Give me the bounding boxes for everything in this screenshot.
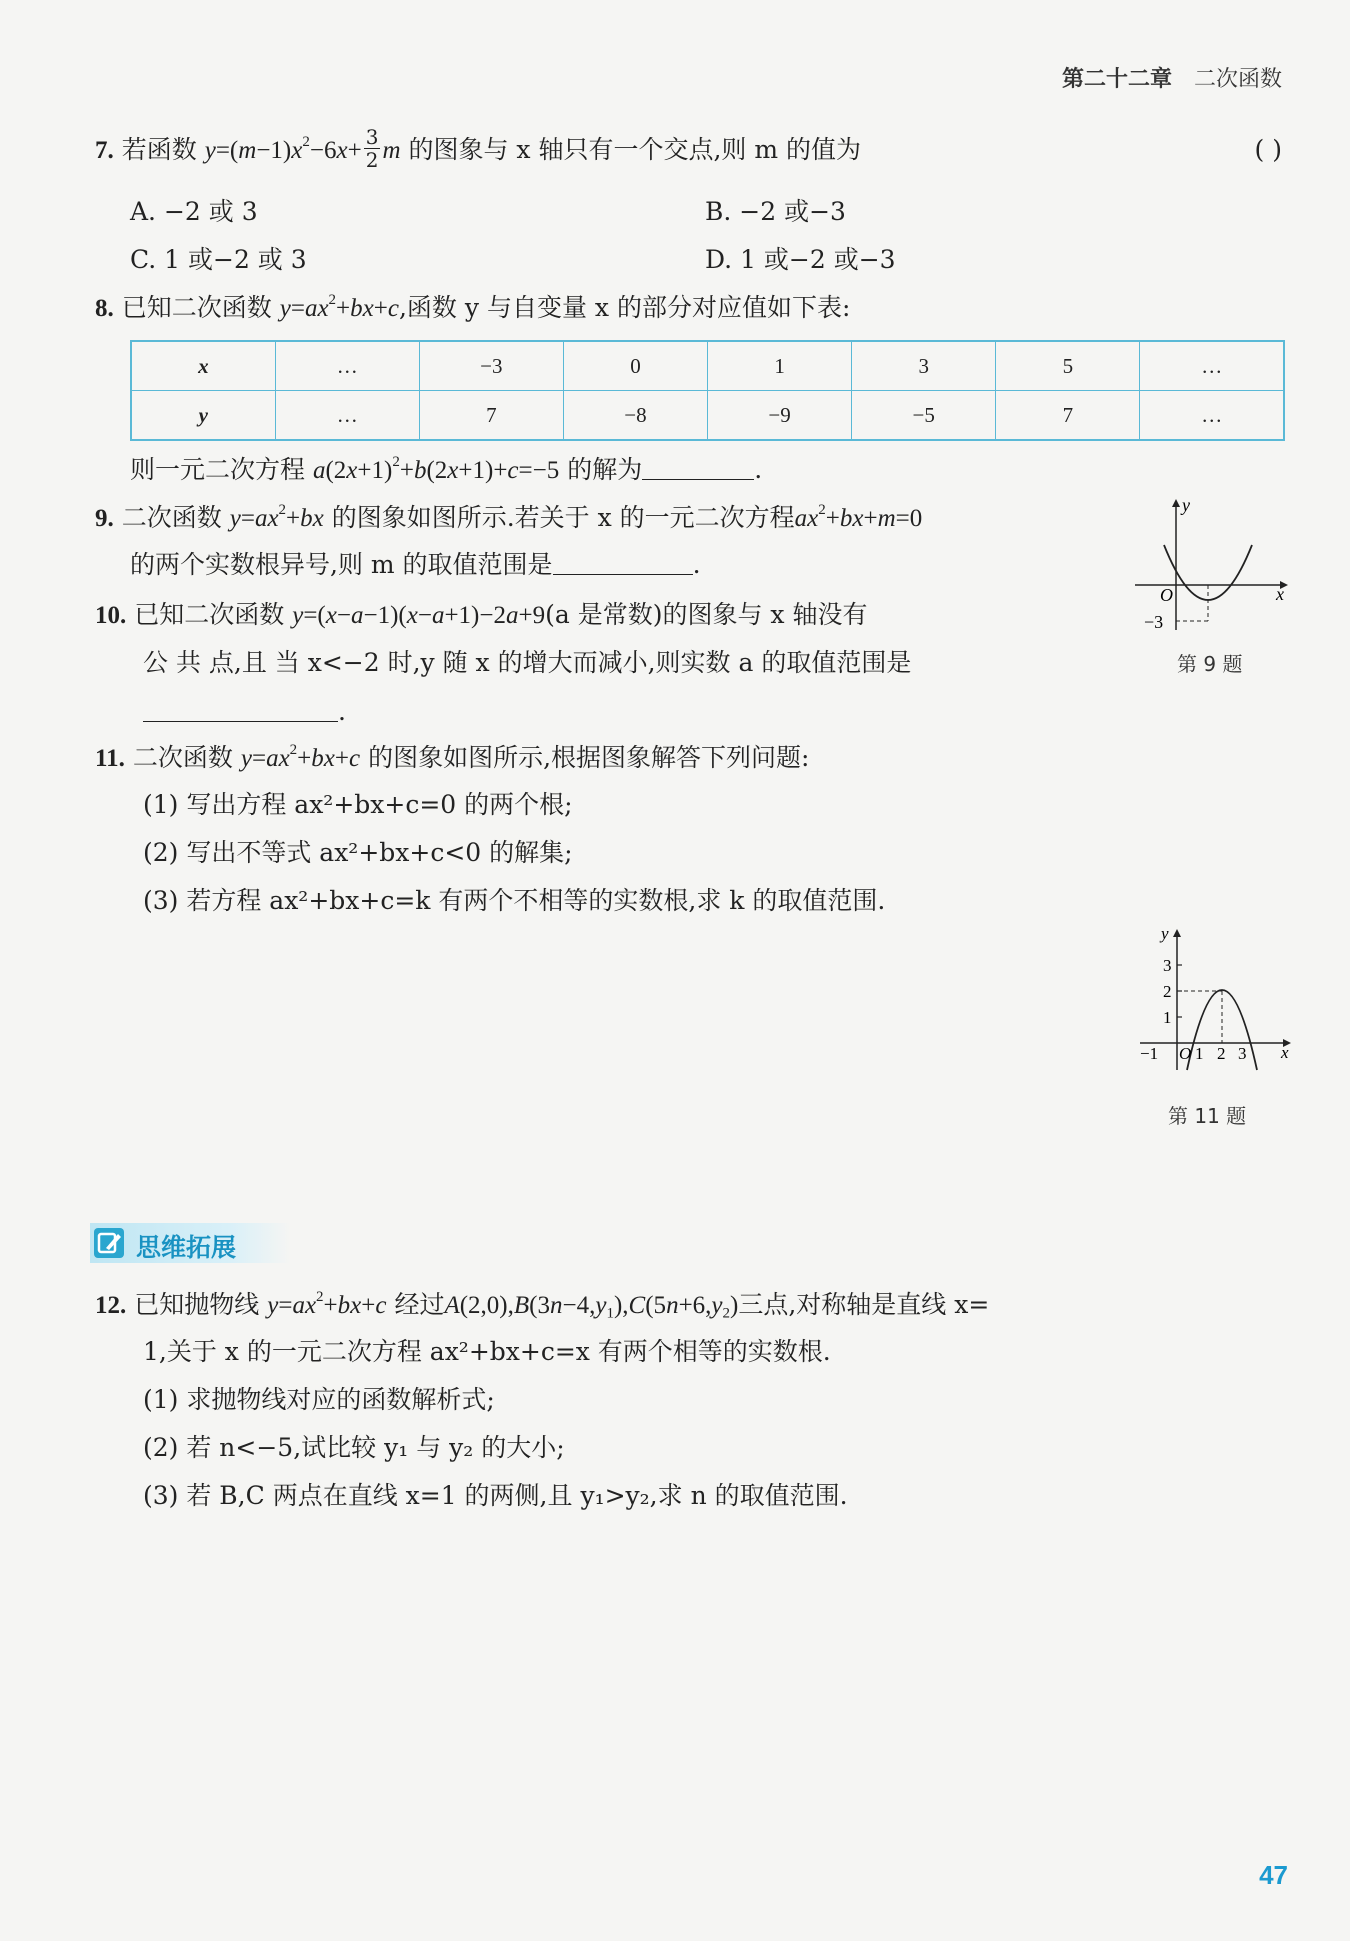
- q7-option-a: A. −2 或 3: [130, 197, 258, 226]
- q9-line1: 9. 二次函数 $y=ax^2+bx$ 的图象如图所示.若关于 x 的一元二次方程$ax^2+bx+m=0$: [95, 502, 923, 532]
- q8-tail: 则一元二次方程 $a(2x+1)^2+b(2x+1)+c=-5$ 的解为 .: [130, 454, 763, 484]
- q7-text-post: 的图象与 x 轴只有一个交点,则 m 的值为: [408, 135, 861, 164]
- table-row: [131, 341, 1284, 391]
- section-header: [90, 1223, 290, 1263]
- q10-number: 10.: [95, 602, 127, 629]
- table-cell: −3: [419, 341, 563, 391]
- origin-label: O: [1160, 585, 1173, 605]
- table-cell: …: [275, 341, 419, 391]
- y-axis-arrow: [1172, 499, 1180, 507]
- q8-value-table: [130, 340, 1285, 441]
- q11-part1: (1) 写出方程 ax²+bx+c=0 的两个根;: [143, 790, 573, 819]
- q9-line2: 的两个实数根异号,则 m 的取值范围是 .: [130, 550, 701, 579]
- q9-graph: [1130, 495, 1290, 635]
- q8-number: 8.: [95, 295, 114, 322]
- y-tick-2: 2: [1163, 982, 1172, 1001]
- table-cell: −8: [563, 391, 707, 441]
- table-cell: 3: [852, 341, 996, 391]
- chapter-label: 第二十二章: [1061, 67, 1172, 92]
- q10-line2: 公 共 点,且 当 x<−2 时,y 随 x 的增大而减小,则实数 a 的取值范围是: [143, 648, 912, 677]
- table-cell: 7: [419, 391, 563, 441]
- y-axis-label: y: [1182, 495, 1190, 515]
- q12-line2: 1,关于 x 的一元二次方程 ax²+bx+c=x 有两个相等的实数根.: [143, 1337, 831, 1366]
- x-tick-1: 1: [1195, 1044, 1204, 1063]
- table-cell: −9: [708, 391, 852, 441]
- q12-part2: (2) 若 n<−5,试比较 y₁ 与 y₂ 的大小;: [143, 1433, 565, 1462]
- table-cell: 5: [996, 341, 1140, 391]
- table-row: [131, 391, 1284, 441]
- chapter-title: 二次函数: [1193, 67, 1282, 92]
- q12-part3: (3) 若 B,C 两点在直线 x=1 的两侧,且 y₁>y₂,求 n 的取值范围.: [143, 1481, 848, 1510]
- q11-graph: [1135, 925, 1295, 1075]
- table-cell: …: [1140, 391, 1284, 441]
- q7-option-b: B. −2 或−3: [705, 197, 846, 226]
- x-axis-label: x: [1276, 584, 1284, 604]
- q10-line1: 10. 已知二次函数 y=(x−a−1)(x−a+1)−2a+9(a 是常数)的图象与 x 轴没有: [95, 600, 868, 629]
- q12-number: 12.: [95, 1292, 127, 1319]
- q7-option-c: C. 1 或−2 或 3: [130, 245, 307, 274]
- q11-part3: (3) 若方程 ax²+bx+c=k 有两个不相等的实数根,求 k 的取值范围.: [143, 886, 886, 915]
- table-cell: …: [275, 391, 419, 441]
- page-number: 47: [1259, 1860, 1288, 1890]
- q7-text-pre: 若函数: [121, 135, 197, 164]
- q7-stem: 7. 若函数 $y=(m-1)x^2-6x+$ $\frac{3}{2}$ m 的图象与 x 轴只有一个交点,则 m 的值为: [95, 125, 861, 172]
- q9-number: 9.: [95, 505, 114, 532]
- x-tick-3: 3: [1238, 1044, 1247, 1063]
- x-tick-neg1: −1: [1140, 1044, 1159, 1063]
- q8-stem: 8. 已知二次函数 $y=ax^2+bx+c$,函数 y 与自变量 x 的部分对应值如下表:: [95, 292, 851, 322]
- q11-caption: 第 11 题: [1168, 1104, 1247, 1128]
- y-axis-label: y: [1161, 925, 1169, 943]
- table-cell: y: [131, 391, 275, 441]
- table-cell: 0: [563, 341, 707, 391]
- q11-number: 11.: [95, 745, 125, 772]
- table-cell: −5: [852, 391, 996, 441]
- y-tick-3: 3: [1163, 956, 1172, 975]
- x-tick-2: 2: [1217, 1044, 1226, 1063]
- origin-label: O: [1179, 1044, 1192, 1063]
- table-cell: 1: [708, 341, 852, 391]
- section-title: 思维拓展: [136, 1233, 237, 1262]
- table-cell: x: [131, 341, 275, 391]
- q10-answer-blank[interactable]: [143, 699, 338, 722]
- q10-line3: .: [143, 697, 346, 727]
- q7-fraction: $\frac{3}{2}$: [365, 125, 379, 172]
- table-cell: 7: [996, 391, 1140, 441]
- pencil-note-icon: [94, 1228, 124, 1258]
- q12-line1: 12. 已知抛物线 $y=ax^2+bx+c$ 经过$A(2,0),B(3n-4,y_1),C(5n+6,y_2)$三点,对称轴是直线 x=: [95, 1289, 990, 1322]
- y-axis-arrow: [1173, 929, 1181, 937]
- q7-answer-paren: ( ): [1254, 135, 1282, 164]
- q7-number: 7.: [95, 137, 114, 164]
- q11-part2: (2) 写出不等式 ax²+bx+c<0 的解集;: [143, 838, 573, 867]
- q7-option-d: D. 1 或−2 或−3: [705, 245, 896, 274]
- parabola-curve: [1164, 545, 1252, 600]
- page-header: [1062, 62, 1282, 93]
- q9-caption: 第 9 题: [1177, 652, 1243, 676]
- min-value-label: −3: [1144, 612, 1164, 632]
- table-cell: …: [1140, 341, 1284, 391]
- y-tick-1: 1: [1163, 1008, 1172, 1027]
- q8-answer-blank[interactable]: [642, 457, 754, 480]
- q12-part1: (1) 求抛物线对应的函数解析式;: [143, 1385, 495, 1414]
- x-axis-label: x: [1281, 1043, 1289, 1062]
- q11-stem: 11. 二次函数 $y=ax^2+bx+c$ 的图象如图所示,根据图象解答下列问题:: [95, 742, 810, 772]
- q9-answer-blank[interactable]: [553, 552, 693, 575]
